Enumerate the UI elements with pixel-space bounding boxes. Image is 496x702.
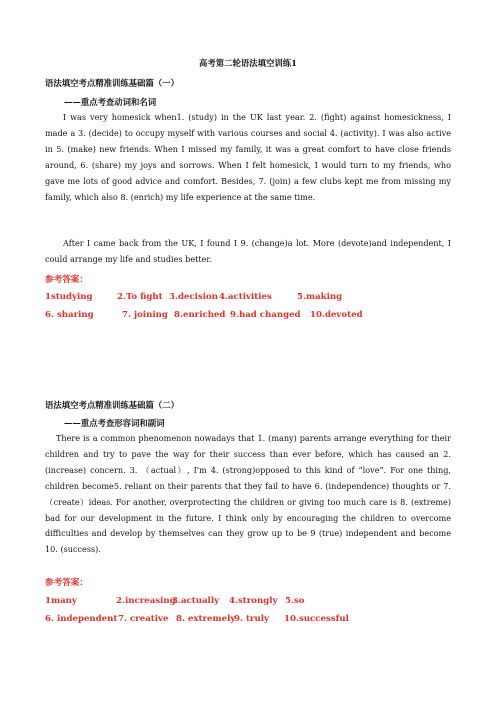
answer-item: 2.To fight (117, 292, 163, 302)
answer-item: 2.increasing (116, 596, 176, 606)
section-2-answers-row-1 (45, 596, 465, 606)
section-2-heading: 语法填空考点精准训练基础篇（二） (45, 400, 179, 410)
answer-item: 6. independent (45, 614, 118, 624)
answer-item: 3.actually (172, 596, 220, 606)
answer-item: 8.enriched (174, 310, 226, 320)
answer-item: 9. truly (234, 614, 269, 624)
answer-item: 4.strongly (229, 596, 278, 606)
answer-item: 5.making (297, 292, 343, 302)
answer-item: 5.so (285, 596, 305, 606)
answer-item: 7. creative (118, 614, 169, 624)
section-1-heading: 语法填空考点精准训练基础篇（一） (45, 78, 179, 88)
section-1-paragraph-2: After I came back from the UK, I found I 9. (change)a lot. More (devote)and independent, I could arrange my life and studies better. (45, 238, 451, 264)
section-2-subheading: ——重点考查形容词和副词 (64, 418, 165, 428)
answer-item: 3.decision (169, 292, 219, 302)
answer-item: 4.activities (219, 292, 272, 302)
answer-item: 1many (45, 596, 77, 606)
answer-item: 9.had changed (230, 310, 301, 320)
section-1-subheading: ——重点考查动词和名词 (64, 97, 157, 107)
answer-item: 1studying (45, 292, 93, 302)
answer-item: 7. joining (122, 310, 168, 320)
answer-item: 10.devoted (310, 310, 363, 320)
answer-item: 6. sharing (45, 310, 94, 320)
document-title: 高考第二轮语法填空训练1 (199, 58, 297, 68)
answer-item: 10.successful (284, 614, 349, 624)
section-2-answers-label: 参考答案： (45, 578, 88, 588)
section-1-answers-row-1 (45, 292, 465, 302)
section-1-paragraph-1: I was very homesick when1. (study) in the UK last year. 2. (fight) against homesickness, I made a 3. (decide) to occupy myself with various courses and social 4. (activity). I was also active in 5. (make) new friends. When I missed my family, it was a great comfort to have close friends around, 6. (share) my joys and sorrows. When I felt homesick, I would turn to my friends, who gave me lots of good advice and comfort. Besides, 7. (join) a few clubs kept me from missing my family, which also 8. (enrich) my life experience at the same time. (45, 112, 451, 202)
section-2-paragraph-1: There is a common phenomenon nowadays that 1. (many) parents arrange everything for their children and try to pave the way for their success than ever before, which has caused an 2. (increase) concern. 3. （actual）, I'm 4. (strong)opposed to this kind of “love”. For one thing, children become5. reliant on their parents that they fail to have 6. (independence) thoughts or 7. （create）ideas. For another, overprotecting the children or giving too much care is 8. (extreme) bad for our development in the future. I think only by encouraging the children to overcome difficulties and develop by themselves can they grow up to be 9 (true) independent and become 10. (success). (45, 433, 451, 555)
section-1-answers-row-2 (45, 310, 465, 320)
section-2-answers-row-2 (45, 614, 465, 624)
section-1-answers-label: 参考答案： (45, 275, 88, 285)
answer-item: 8. extremely (176, 614, 236, 624)
